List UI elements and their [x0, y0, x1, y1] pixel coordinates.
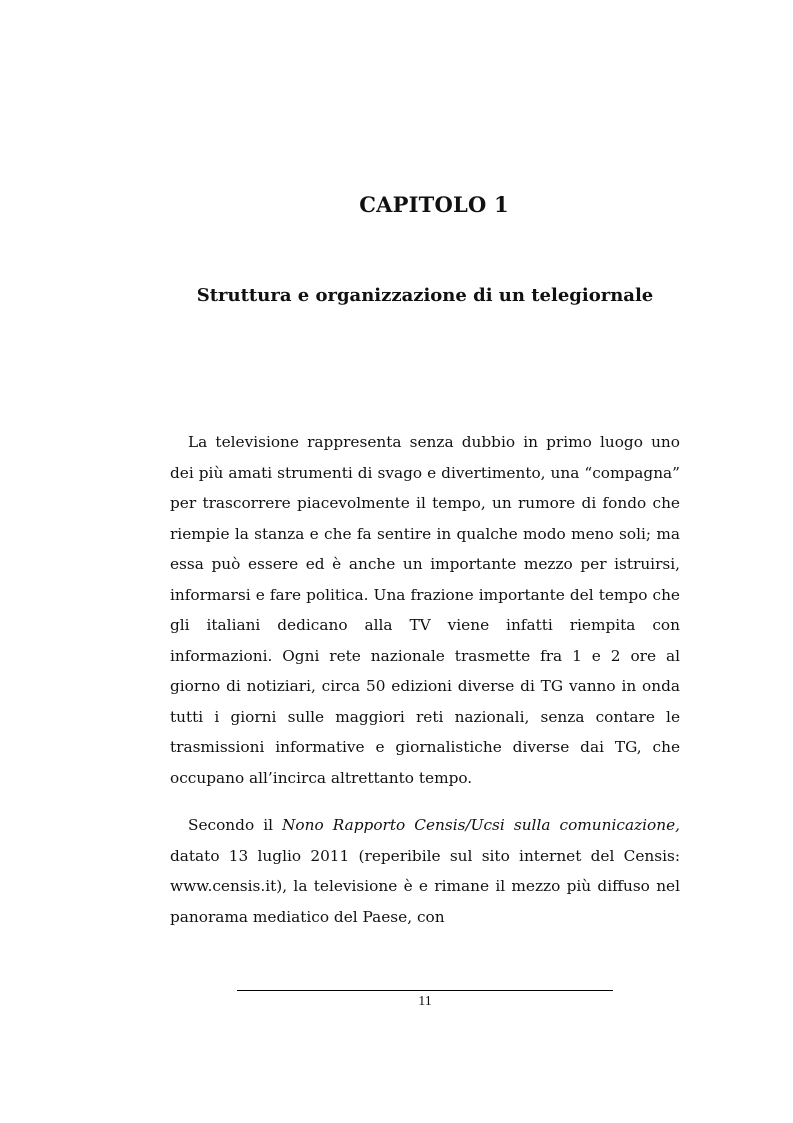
paragraph-intro-text: Secondo il [188, 816, 283, 834]
footer-rule [237, 990, 613, 991]
page-number: 11 [418, 994, 432, 1009]
report-title: Nono Rapporto Censis/Ucsi sulla comunicazione, [282, 816, 680, 834]
body-text [170, 427, 680, 932]
paragraph [170, 810, 680, 932]
chapter-title: CAPITOLO 1 [359, 192, 509, 217]
paragraph-continuation-text: datato 13 luglio 2011 (reperibile sul sito internet del Censis: www.censis.it), la televisione è e rimane il mezzo più diffuso nel panorama mediatico del Paese, con [170, 846, 680, 926]
paragraph: La televisione rappresenta senza dubbio in primo luogo uno dei più amati strumenti di svago e divertimento, una “compagna” per trascorrere piacevolmente il tempo, un rumore di fondo che riempie la stanza e che fa sentire in qualche modo meno soli; ma essa può essere ed è anche un importante mezzo per istruirsi, informarsi e fare politica. Una frazione importante del tempo che gli italiani dedicano alla TV viene infatti riempita con informazioni. Ogni rete nazionale trasmette fra 1 e 2 ore al giorno di notiziari, circa 50 edizioni diverse di TG vanno in onda tutti i giorni sulle maggiori reti nazionali, senza contare le trasmissioni informative e giornalistiche diverse dai TG, che occupano all’incirca altrettanto tempo. [170, 433, 680, 787]
section-title: Struttura e organizzazione di un telegiornale [196, 285, 654, 306]
